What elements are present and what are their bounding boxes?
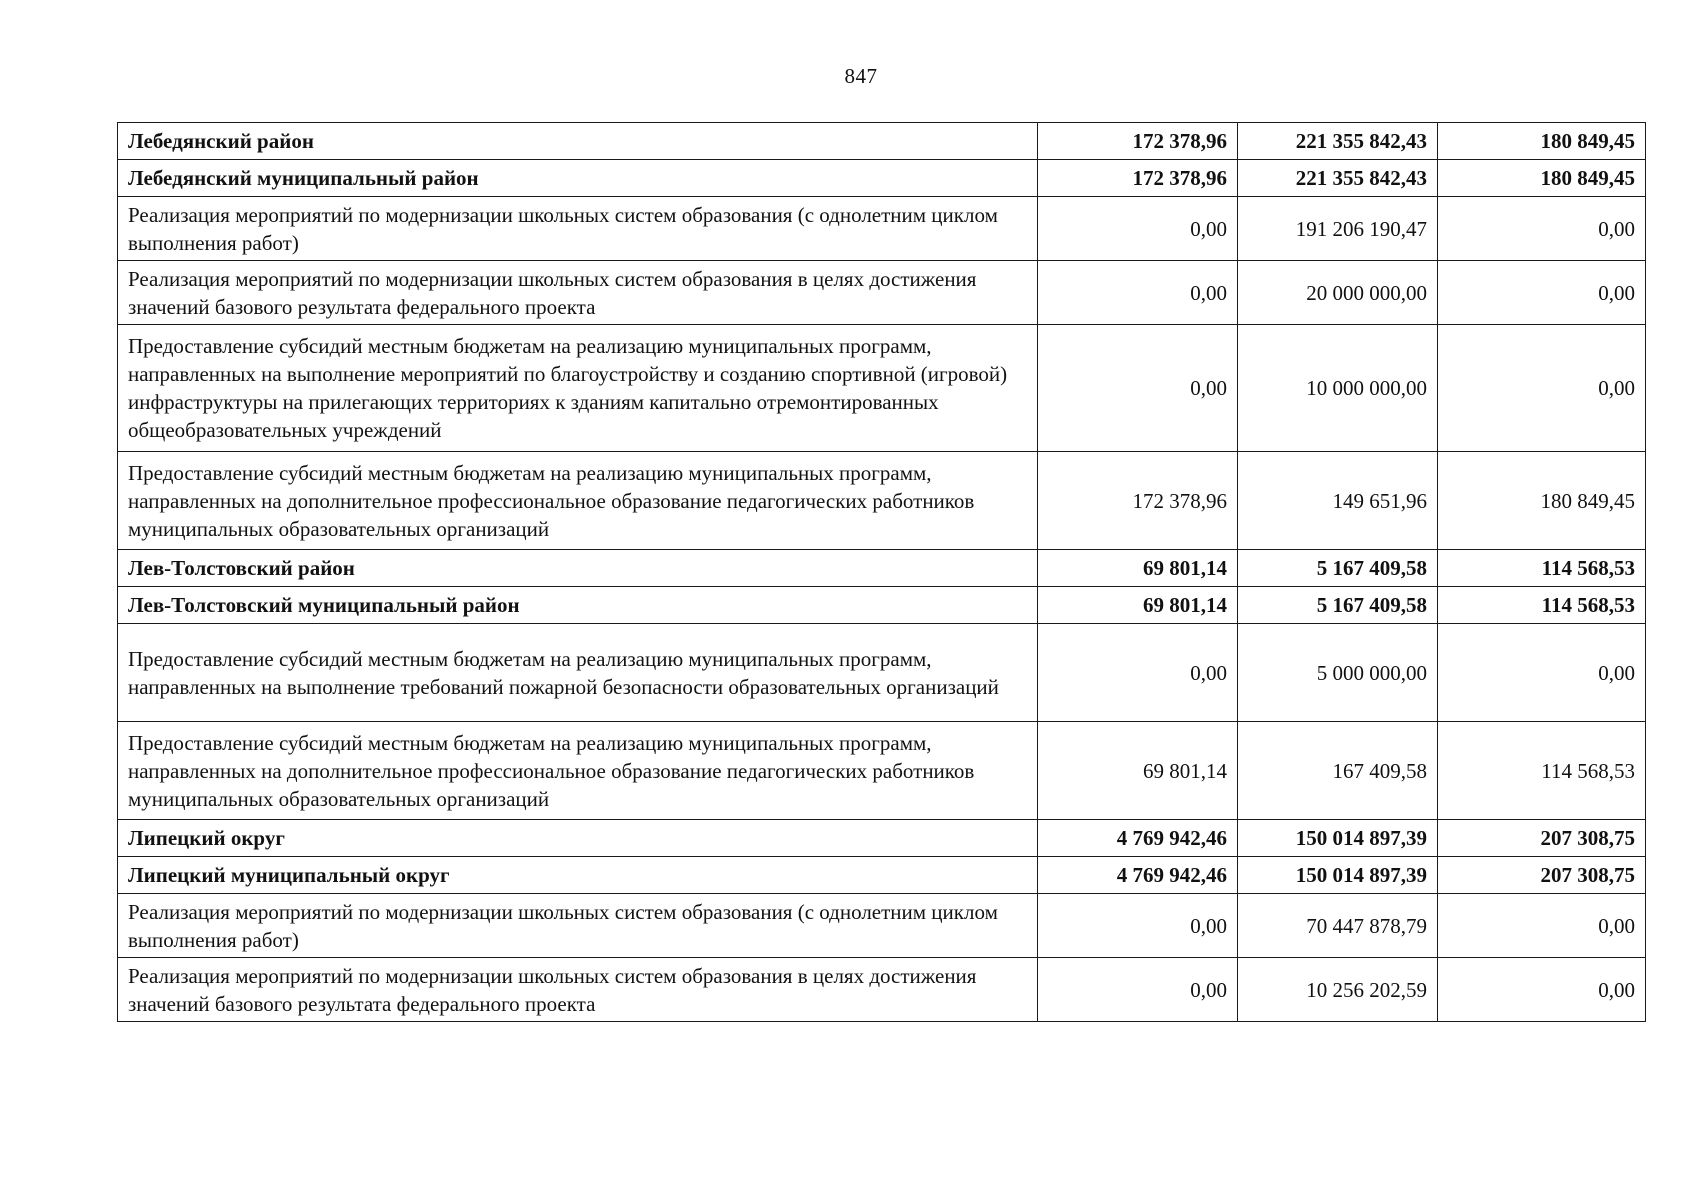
table-row [118, 894, 1646, 958]
row-name-cell: Предоставление субсидий местным бюджетам на реализацию муниципальных программ, направленных на дополнительное профессиональное образование педагогических работников муниципальных образовательных организаций [118, 452, 1038, 550]
row-name-cell: Реализация мероприятий по модернизации школьных систем образования в целях достижения значений базового результата федерального проекта [118, 261, 1038, 325]
row-name-cell: Лебедянский район [118, 123, 1038, 160]
value-cell-2: 150 014 897,39 [1238, 857, 1438, 894]
table-row [118, 452, 1646, 550]
value-cell-1: 172 378,96 [1038, 160, 1238, 197]
value-cell-1: 4 769 942,46 [1038, 857, 1238, 894]
row-name-cell: Реализация мероприятий по модернизации школьных систем образования (с однолетним циклом выполнения работ) [118, 197, 1038, 261]
table-row [118, 325, 1646, 452]
value-cell-2: 191 206 190,47 [1238, 197, 1438, 261]
value-cell-2: 150 014 897,39 [1238, 820, 1438, 857]
value-cell-1: 0,00 [1038, 197, 1238, 261]
value-cell-1: 69 801,14 [1038, 587, 1238, 624]
row-name-cell: Лев-Толстовский муниципальный район [118, 587, 1038, 624]
value-cell-2: 167 409,58 [1238, 722, 1438, 820]
value-cell-1: 69 801,14 [1038, 550, 1238, 587]
value-cell-2: 221 355 842,43 [1238, 160, 1438, 197]
table-row [118, 123, 1646, 160]
value-cell-3: 114 568,53 [1438, 587, 1646, 624]
table-row [118, 587, 1646, 624]
value-cell-2: 10 256 202,59 [1238, 958, 1438, 1022]
value-cell-1: 172 378,96 [1038, 452, 1238, 550]
row-name-cell: Липецкий округ [118, 820, 1038, 857]
row-name-cell: Предоставление субсидий местным бюджетам на реализацию муниципальных программ, направленных на дополнительное профессиональное образование педагогических работников муниципальных образовательных организаций [118, 722, 1038, 820]
value-cell-1: 0,00 [1038, 261, 1238, 325]
value-cell-1: 4 769 942,46 [1038, 820, 1238, 857]
value-cell-3: 0,00 [1438, 894, 1646, 958]
value-cell-2: 5 000 000,00 [1238, 624, 1438, 722]
table-row [118, 722, 1646, 820]
table-row [118, 820, 1646, 857]
value-cell-3: 0,00 [1438, 325, 1646, 452]
row-name-cell: Предоставление субсидий местным бюджетам на реализацию муниципальных программ, направленных на выполнение требований пожарной безопасности образовательных организаций [118, 624, 1038, 722]
value-cell-1: 0,00 [1038, 624, 1238, 722]
value-cell-1: 0,00 [1038, 958, 1238, 1022]
budget-table-body [118, 123, 1646, 1022]
value-cell-2: 10 000 000,00 [1238, 325, 1438, 452]
row-name-cell: Лев-Толстовский район [118, 550, 1038, 587]
table-row [118, 550, 1646, 587]
value-cell-1: 69 801,14 [1038, 722, 1238, 820]
row-name-cell: Липецкий муниципальный округ [118, 857, 1038, 894]
value-cell-3: 0,00 [1438, 958, 1646, 1022]
page-number: 847 [844, 64, 878, 88]
value-cell-2: 5 167 409,58 [1238, 550, 1438, 587]
table-row [118, 160, 1646, 197]
value-cell-3: 180 849,45 [1438, 452, 1646, 550]
value-cell-3: 0,00 [1438, 624, 1646, 722]
table-row [118, 624, 1646, 722]
table-row [118, 958, 1646, 1022]
value-cell-3: 180 849,45 [1438, 123, 1646, 160]
table-row [118, 857, 1646, 894]
value-cell-2: 70 447 878,79 [1238, 894, 1438, 958]
value-cell-2: 149 651,96 [1238, 452, 1438, 550]
value-cell-3: 0,00 [1438, 261, 1646, 325]
value-cell-3: 207 308,75 [1438, 857, 1646, 894]
value-cell-1: 0,00 [1038, 894, 1238, 958]
value-cell-3: 180 849,45 [1438, 160, 1646, 197]
value-cell-2: 5 167 409,58 [1238, 587, 1438, 624]
table-row [118, 197, 1646, 261]
value-cell-1: 0,00 [1038, 325, 1238, 452]
value-cell-3: 114 568,53 [1438, 722, 1646, 820]
value-cell-2: 221 355 842,43 [1238, 123, 1438, 160]
value-cell-3: 207 308,75 [1438, 820, 1646, 857]
value-cell-3: 114 568,53 [1438, 550, 1646, 587]
value-cell-1: 172 378,96 [1038, 123, 1238, 160]
value-cell-3: 0,00 [1438, 197, 1646, 261]
row-name-cell: Предоставление субсидий местным бюджетам на реализацию муниципальных программ, направленных на выполнение мероприятий по благоустройству и созданию спортивной (игровой) инфраструктуры на прилегающих территориях к зданиям капитально отремонтированных общеобразовательных учреждений [118, 325, 1038, 452]
budget-table [117, 122, 1646, 1022]
row-name-cell: Лебедянский муниципальный район [118, 160, 1038, 197]
table-row [118, 261, 1646, 325]
value-cell-2: 20 000 000,00 [1238, 261, 1438, 325]
row-name-cell: Реализация мероприятий по модернизации школьных систем образования в целях достижения значений базового результата федерального проекта [118, 958, 1038, 1022]
row-name-cell: Реализация мероприятий по модернизации школьных систем образования (с однолетним циклом выполнения работ) [118, 894, 1038, 958]
